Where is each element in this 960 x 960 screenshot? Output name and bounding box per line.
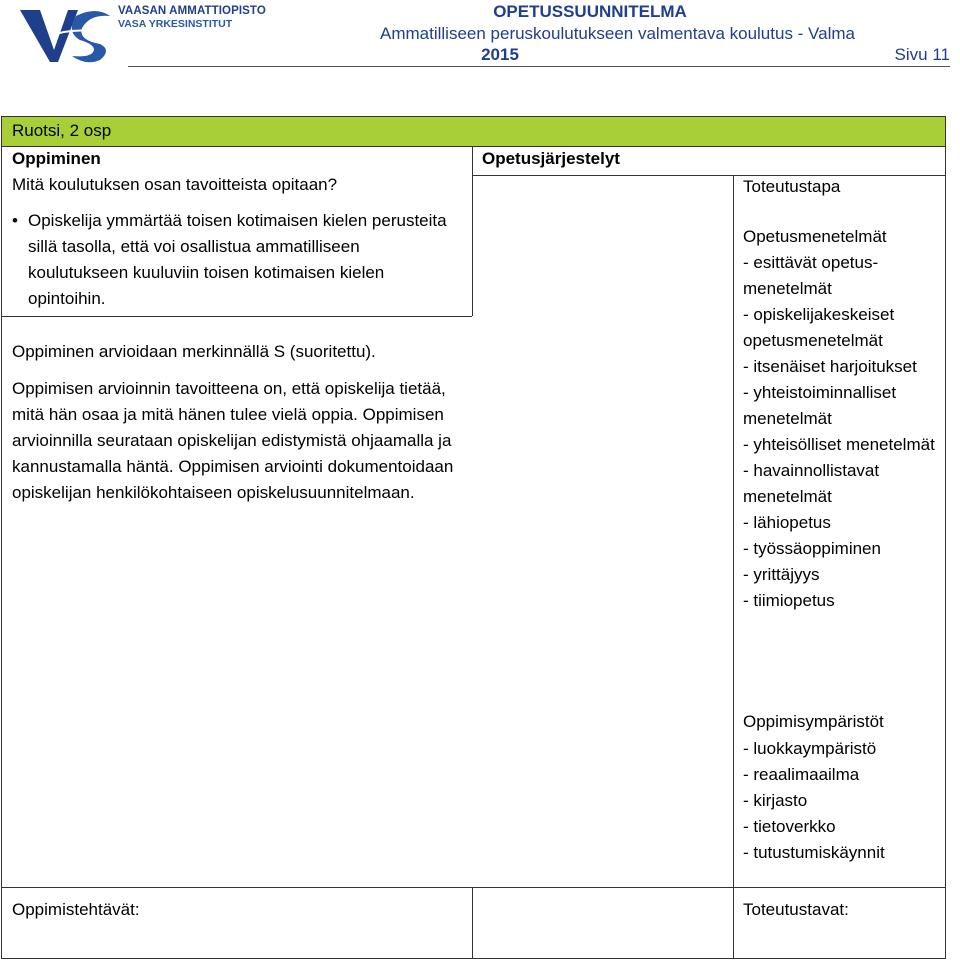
method-item: - tiimiopetus <box>743 591 835 610</box>
learning-heading: Oppiminen <box>12 149 101 168</box>
left-assessment-divider <box>2 316 472 317</box>
method-item: - työssäoppiminen <box>743 539 881 558</box>
heading-row-divider <box>472 175 945 176</box>
methods-title: Opetusmenetelmät <box>743 227 887 246</box>
course-title-bar <box>2 117 945 147</box>
method-item: - itsenäiset harjoitukset <box>743 357 917 376</box>
objective-item: • Opiskelija ymmärtää toisen kotimaisen kielen perusteita sillä tasolla, että voi osallistua ammatilliseen koulutukseen kuuluviin toisen kotimaisen kielen opintoihin. <box>12 208 452 312</box>
implementation-heading: Toteutustapa <box>743 177 841 196</box>
method-item: - yrittäjyys <box>743 565 820 584</box>
document-subtitle: Ammatilliseen peruskoulutukseen valmentava koulutus - Valma <box>380 24 855 43</box>
learning-question: Mitä koulutuksen osan tavoitteista opitaan? <box>12 175 338 194</box>
methods-list <box>743 250 939 614</box>
org-name-sv: VASA YRKESINSTITUT <box>118 18 233 30</box>
environment-item: - luokkaympäristö <box>743 739 877 758</box>
method-item: - yhteisölliset menetelmät <box>743 435 935 454</box>
column-divider <box>472 146 473 316</box>
curriculum-table <box>1 116 946 959</box>
tasks-label: Oppimistehtävät: <box>12 900 140 919</box>
document-year: 2015 <box>481 45 519 64</box>
environment-item: - tietoverkko <box>743 817 836 836</box>
environments-list <box>743 736 939 866</box>
environments-title: Oppimisympäristöt <box>743 712 884 731</box>
environment-item: - kirjasto <box>743 791 808 810</box>
bottom-row-divider <box>2 887 945 888</box>
method-item: - esittävät opetus-menetelmät <box>743 253 879 298</box>
objective-list <box>12 208 452 312</box>
method-item: - yhteistoiminnalliset menetelmät <box>743 383 897 428</box>
document-title: OPETUSSUUNNITELMA <box>493 2 687 21</box>
school-logo <box>20 6 116 69</box>
column-divider-lower <box>733 175 734 959</box>
arrangements-heading: Opetusjärjestelyt <box>482 149 620 168</box>
header-divider <box>128 66 950 67</box>
method-item: - havainnollistavat menetelmät <box>743 461 880 506</box>
assessment-description: Oppimisen arvioinnin tavoitteena on, että opiskelija tietää, mitä hän osaa ja mitä hänen tulee vielä oppia. Oppimisen arvioinnilla seurataan opiskelijan edistymistä ohjaamalla ja kannustamalla häntä. Oppimisen arviointi dokumentoidaan opiskelijan henkilökohtaiseen opiskelusuunnitelmaan. <box>12 379 454 502</box>
environment-item: - reaalimaailma <box>743 765 860 784</box>
method-item: - opiskelijakeskeiset opetusmenetelmät <box>743 305 895 350</box>
course-title: Ruotsi, 2 osp <box>12 121 112 140</box>
column-divider-bottom <box>472 887 473 959</box>
assessment-note: Oppiminen arvioidaan merkinnällä S (suoritettu). <box>12 342 376 361</box>
implementations-label: Toteutustavat: <box>743 900 849 919</box>
method-item: - lähiopetus <box>743 513 831 532</box>
page-header <box>0 0 960 68</box>
organization-name <box>118 5 266 31</box>
page-number: Sivu 11 <box>894 45 950 64</box>
environment-item: - tutustumiskäynnit <box>743 843 885 862</box>
org-name-fi: VAASAN AMMATTIOPISTO <box>118 5 266 17</box>
